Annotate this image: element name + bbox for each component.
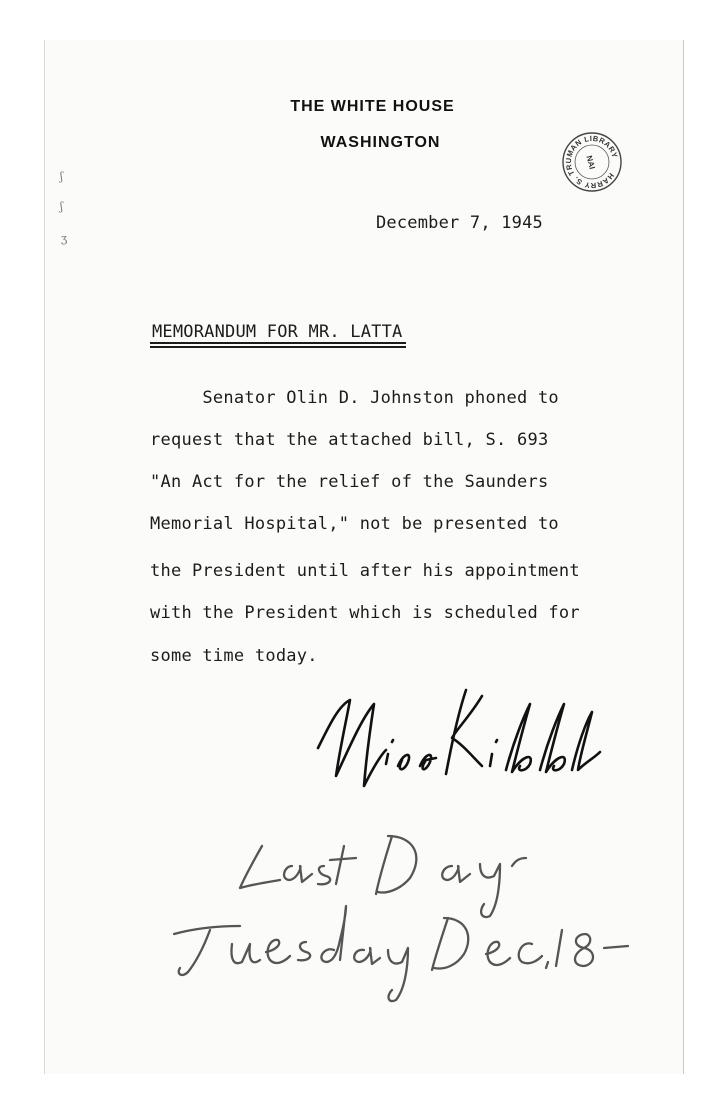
stamp-center-text: NAI <box>584 154 597 171</box>
body-line: request that the attached bill, S. 693 <box>150 430 549 450</box>
body-line: some time today. <box>150 646 318 666</box>
margin-mark: ʃ <box>60 200 63 213</box>
annotation-tuesday-dec-18 <box>174 906 628 1001</box>
body-line: the President until after his appointment <box>150 561 580 581</box>
body-line: Senator Olin D. Johnston phoned to <box>150 388 559 408</box>
signature-miss-kibble <box>318 690 600 786</box>
margin-mark: ʃ <box>60 170 63 183</box>
body-line: with the President which is scheduled for <box>150 603 580 623</box>
body-line: "An Act for the relief of the Saunders <box>150 472 549 492</box>
annotation-last-day <box>240 836 526 917</box>
memo-date: December 7, 1945 <box>376 213 543 233</box>
memo-heading: MEMORANDUM FOR MR. LATTA <box>152 322 403 342</box>
letterhead-title: THE WHITE HOUSE <box>290 98 455 115</box>
letterhead-city: WASHINGTON <box>320 134 441 151</box>
stamp-text: HARRY S. TRUMAN LIBRARY <box>563 133 620 191</box>
body-line: Memorial Hospital," not be presented to <box>150 514 559 534</box>
margin-mark: ʒ <box>61 232 68 245</box>
